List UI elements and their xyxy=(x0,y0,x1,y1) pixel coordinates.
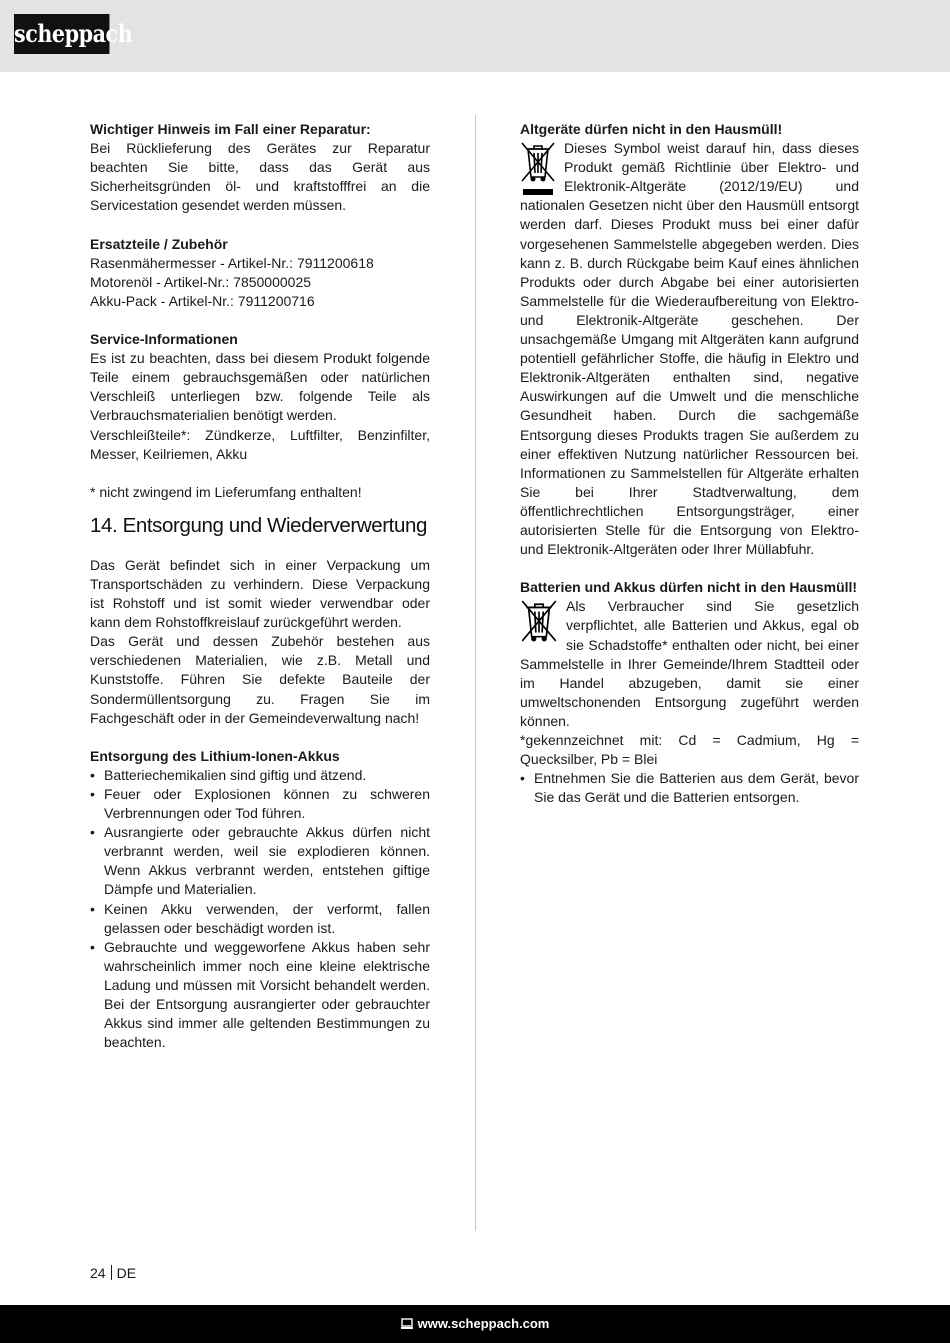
repair-title: Wichtiger Hinweis im Fall einer Reparatur: xyxy=(90,121,371,137)
weee-text: Dieses Symbol weist darauf hin, dass dieses Produkt gemäß Richtlinie über Elektro- und Elektronik-Altgeräte (2012/19/EU) und nationalen Gesetzen nicht über den Hausmüll entsorgt werden darf. Dieses Produkt muss bei einer dafür vorgesehenen Sammelstelle abgegeben werden. Dies kann z. B. durch Rückgabe beim Kauf eines ähnlichen Produkts oder durch Abgabe bei einer autorisierten Sammelstelle für die Wiederaufbereitung von Elektro- und Elektronik-Altgeräte geschehen. Der unsachgemäße Umgang mit Altgeräten kann aufgrund potentiell gefährlicher Stoffe, die häufig in Elektro und Elektronik-Altgeräten enthalten sind, negative Auswirkungen auf die Umwelt und die menschliche Gesundheit haben. Durch die sachgemäße Entsorgung dieses Produkts tragen Sie außerdem zu einer effektiven Nutzung natürlicher Ressourcen bei. Informationen zu Sammelstellen für Altgeräte erhalten Sie bei Ihrer Stadtverwaltung, dem öffentlichrechtlichen Entsorgungsträger, einer autorisierten Stelle für die Entsorgung von Elektro- und Elektronik-Altgeräten oder Ihrer Müllabfuhr. xyxy=(520,140,859,558)
spare-part-item: Rasenmähermesser - Artikel-Nr.: 7911200618 xyxy=(90,254,374,271)
left-column xyxy=(90,120,430,1052)
disposal-paragraph-1: Das Gerät befindet sich in einer Verpackung um Transportschäden zu verhindern. Diese Verpackung ist Rohstoff und ist somit wieder verwendbar oder kann dem Rohstoffkreislauf zurückgeführt werden. xyxy=(90,556,430,631)
service-title: Service-Informationen xyxy=(90,331,238,348)
list-item: • Ausrangierte oder gebrauchte Akkus dürfen nicht verbrannt werden, weil sie explodieren können. Wenn Akkus verbrannt werden, entstehen giftige Dämpfe und Materialien. xyxy=(90,823,430,899)
column-divider xyxy=(475,115,476,1231)
wear-parts-text: Verschleißteile*: Zündkerze, Luftfilter, Benzinfilter, Messer, Keilriemen, Akku xyxy=(90,426,430,462)
page-number xyxy=(90,1265,136,1281)
service-text: Es ist zu beachten, dass bei diesem Produkt folgende Teile einem gebrauchsgemäßen oder natürlichen Verschleiß unterliegen bzw. folgende Teile als Verbrauchsmaterialien benötigt werden. xyxy=(90,350,430,424)
repair-text: Bei Rücklieferung des Gerätes zur Reparatur beachten Sie bitte, dass das Gerät aus Sicherheitsgründen öl- und kraftstofffrei an die Servicestation gesendet werden müssen. xyxy=(90,140,430,214)
right-column xyxy=(520,120,859,807)
computer-icon xyxy=(401,1305,413,1343)
page-number-value: 24 xyxy=(90,1265,106,1281)
language-code: DE xyxy=(116,1265,137,1281)
list-item: • Entnehmen Sie die Batterien aus dem Gerät, bevor Sie das Gerät und die Batterien entsorgen. xyxy=(520,769,859,807)
crossed-bin-icon xyxy=(520,141,558,195)
crossed-bin-icon xyxy=(520,599,558,651)
header-bar xyxy=(0,0,950,72)
spare-part-item: Akku-Pack - Artikel-Nr.: 7911200716 xyxy=(90,292,315,309)
section-heading: 14. Entsorgung und Wiederverwertung xyxy=(90,513,427,537)
battery-title: Batterien und Akkus dürfen nicht in den Hausmüll! xyxy=(520,579,858,596)
list-item: • Keinen Akku verwenden, der verformt, fallen gelassen oder beschädigt worden ist. xyxy=(90,900,430,938)
scheppach-logo: scheppach xyxy=(14,14,109,54)
list-item: • Gebrauchte und weggeworfene Akkus haben sehr wahrscheinlich immer noch eine kleine elektrische Ladung und müssen mit Vorsicht behandelt werden. Bei der Entsorgung ausrangierter oder gebrauchter Akkus sind immer alle geltenden Bestimmungen zu beachten. xyxy=(90,938,430,1053)
footer-bar xyxy=(0,1305,950,1343)
battery-text: Als Verbraucher sind Sie gesetzlich verpflichtet, alle Batterien und Akkus, egal ob sie Schadstoffe* enthalten oder nicht, bei einer Sammelstelle in Ihrer Gemeinde/Ihrem Stadtteil oder im Handel abzugeben, damit sie einer umweltschonenden Entsorgung zugeführt werden können. xyxy=(520,598,859,729)
spare-part-item: Motorenöl - Artikel-Nr.: 7850000025 xyxy=(90,273,312,290)
battery-bullet-list xyxy=(520,769,859,807)
list-item: • Batteriechemikalien sind giftig und ätzend. xyxy=(90,766,430,785)
list-item: • Feuer oder Explosionen können zu schweren Verbrennungen oder Tod führen. xyxy=(90,785,430,823)
website-link[interactable]: www.scheppach.com xyxy=(417,1316,550,1331)
weee-title: Altgeräte dürfen nicht in den Hausmüll! xyxy=(520,121,783,137)
disposal-paragraph-2: Das Gerät und dessen Zubehör bestehen aus verschiedenen Materialien, wie z.B. Metall und Kunststoffe. Führen Sie defekte Bauteile der Sondermüllentsorgung zu. Fragen Sie im Fachgeschäft oder in der Gemeindeverwaltung nach! xyxy=(90,633,430,726)
footnote: * nicht zwingend im Lieferumfang enthalten! xyxy=(90,483,362,500)
spare-parts-title: Ersatzteile / Zubehör xyxy=(90,235,228,252)
liion-bullet-list xyxy=(90,766,430,1052)
liion-title: Entsorgung des Lithium-Ionen-Akkus xyxy=(90,747,340,764)
battery-note: *gekennzeichnet mit: Cd = Cadmium, Hg = Quecksilber, Pb = Blei xyxy=(520,732,859,768)
